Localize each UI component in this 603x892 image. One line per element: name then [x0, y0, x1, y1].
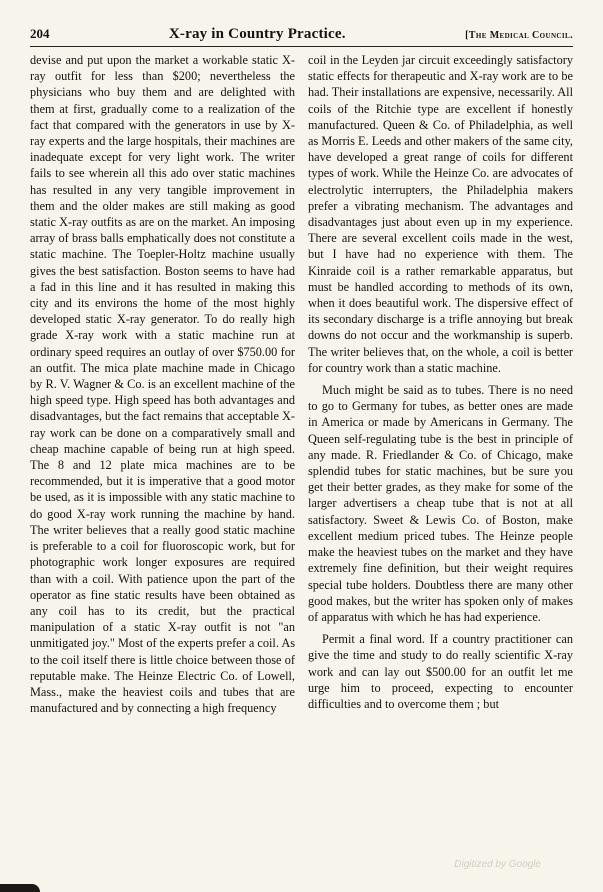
left-column — [30, 52, 295, 884]
running-title: X-ray in Country Practice. — [168, 26, 346, 42]
page-header — [30, 26, 573, 47]
right-paragraph-3: Permit a final word. If a country practitioner can give the time and study to do really scientific X-ray work and can lay out $500.00 for an outfit let me urge him to proceed, expecting to encounter difficulties and to overcome them ; but — [308, 632, 573, 711]
digitization-watermark: Digitized by Google — [454, 859, 541, 870]
right-paragraph-2: Much might be said as to tubes. There is no need to go to Germany for tubes, as better ones are made in America or made by Americans in Germany. The Queen self-regulating tube is the best in principle of any made. R. Friedlander & Co. of Chicago, make splendid tubes for static machines, but be sure you get their better grades, as they make for some of the larger advertisers a cheap tube that is not at all satisfactory. Sweet & Lewis Co. of Boston, make excellent medium priced tubes. The Heinze people make the heaviest tubes on the market and they have extremely fine definition, but their weight requires special tube holders. Doubtless there are many other good makes, but the writer has spoken only of makes of apparatus with which he has had experience. — [308, 383, 573, 624]
right-paragraph-1: coil in the Leyden jar circuit exceedingly satisfactory static effects for therapeutic and X-ray work are to be had. Their installations are expensive, necessarily. All coils of the Ritchie type are excellent if honestly manufactured. Queen & Co. of Philadelphia, as well as Morris E. Leeds and other makers of the same city, have developed a great range of coils for different types of work. While the Heinze Co. are advocates of electrolytic interrupters, the Philadelphia makers prefer a vibrating mechanism. The advantages and disadvantages just about even up in my experience. There are several excellent coils made in the west, but I have had no experience with them. The Kinraide coil is a rather remarkable apparatus, but must be handled according to methods of its own, when it does beautiful work. The dispersive effect of its secondary discharge is a trifle annoying but break downs do not occur and the workmanship is superb. The writer believes that, on the whole, a coil is better for country work than a static machine. — [308, 53, 573, 375]
page-number: 204 — [30, 26, 50, 41]
body-columns — [30, 52, 573, 884]
right-column — [308, 52, 573, 884]
left-paragraph-1: devise and put upon the market a workable static X-ray outfit for less than $200; nevertheless the physicians who buy them and are delighted with them at first, gradually come to a realization of the fact that compared with the generators in use by X-ray experts and the large hospitals, their machines are inadequate except for very light work. The writer fails to see wherein all this ado over static machines has resulted in any very tangible improvement in them and the older makes are still making as good static X-ray outfits as are on the market. An imposing array of brass balls emphatically does not constitute a static machine. The Toepler-Holtz machine usually gives the best satisfaction. Boston seems to have had a fad in this line and it has resulted in making this city and its environs the home of the most highly developed static X-ray generator. To do really high grade X-ray work with a static machine run at ordinary speed requires an outlay of over $750.00 for an outfit. The mica plate machine made in Chicago by R. V. Wagner & Co. is an excellent machine of the high speed type. High speed has both advantages and disadvantages, but the fact remains that acceptable X-ray work can be done on a comparatively small and cheap machine capable of being run at high speed. The 8 and 12 plate mica machines are to be recommended, but it is imperative that a good motor be used, as it is impossible with any static machine to do good X-ray work running the machine by hand. The writer believes that a really good static machine is preferable to a coil for fluoroscopic work, but for photographic work longer exposures are required than with a coil. With patience upon the part of the operator as fine static results have been obtained as any coil has to its credit, but the practical manipulation of a static X-ray outfit is not "an unmitigated joy." Most of the experts prefer a coil. As to the coil itself there is little choice between those of reputable make. The Heinze Electric Co. of Lowell, Mass., make the heaviest coils and tubes that are manufactured and by connecting a high frequency — [30, 53, 295, 716]
journal-reference: [The Medical Council. — [465, 30, 573, 41]
page-edge-shadow — [0, 884, 40, 892]
